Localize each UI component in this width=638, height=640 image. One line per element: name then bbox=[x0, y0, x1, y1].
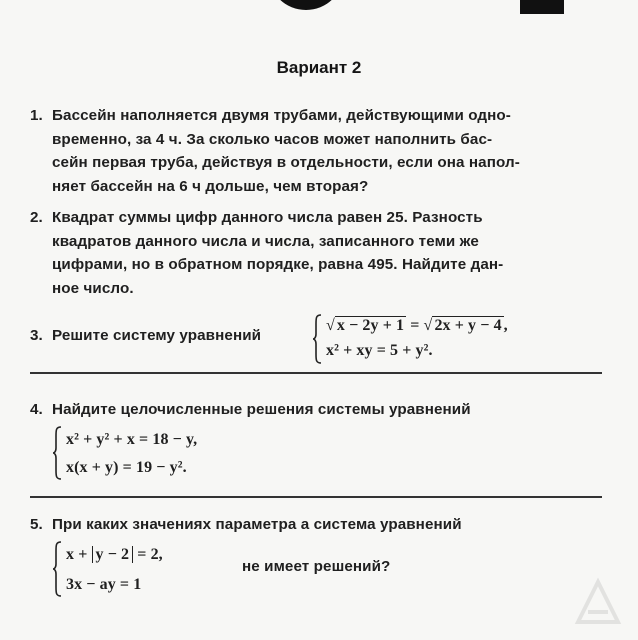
problem-tail-text: не имеет решений? bbox=[242, 558, 391, 575]
equation-2: 3x − ay = 1 bbox=[66, 576, 142, 593]
problem-3 bbox=[30, 314, 610, 364]
equation-part: x + bbox=[66, 546, 92, 563]
equation-1 bbox=[326, 314, 508, 338]
problem-text: Найдите целочисленные решения системы уравнений bbox=[52, 401, 471, 418]
sqrt-symbol: √ bbox=[326, 317, 335, 334]
sqrt-radicand: 2x + y − 4 bbox=[434, 317, 502, 334]
sqrt-symbol: √ bbox=[423, 317, 433, 334]
problem-number: 2. bbox=[30, 209, 43, 226]
equation-1: x² + y² + x = 18 − y, bbox=[66, 431, 198, 448]
problem-text-line: Бассейн наполняется двумя трубами, действующими одно- bbox=[52, 107, 511, 124]
equals-sign: = bbox=[406, 317, 424, 334]
equation-system bbox=[52, 426, 352, 480]
equation-2: x(x + y) = 19 − y². bbox=[66, 459, 187, 476]
problem-2 bbox=[30, 206, 610, 300]
problem-text: Решите систему уравнений bbox=[52, 327, 262, 344]
problem-text-line: квадратов данного числа и числа, записанного теми же bbox=[52, 232, 479, 250]
problem-text-line: временно, за 4 ч. За сколько часов может наполнить бас- bbox=[52, 130, 493, 148]
problem-number: 1. bbox=[30, 107, 43, 124]
equation-punct: , bbox=[503, 317, 508, 334]
problem-4 bbox=[30, 398, 610, 488]
left-brace-icon bbox=[52, 426, 62, 480]
left-brace-icon bbox=[312, 314, 322, 364]
equation-system bbox=[312, 314, 612, 364]
left-brace-icon bbox=[52, 541, 62, 597]
equation-2: x² + xy = 5 + y². bbox=[326, 342, 433, 359]
equation-1 bbox=[66, 543, 163, 567]
sqrt-radicand: x − 2y + 1 bbox=[336, 317, 405, 334]
problem-text-line: няет бассейн на 6 ч дольше, чем вторая? bbox=[52, 177, 369, 195]
problem-1 bbox=[30, 104, 610, 198]
page-title: Вариант 2 bbox=[276, 58, 362, 77]
problem-number: 3. bbox=[30, 327, 43, 344]
top-decorative-bar bbox=[520, 0, 564, 14]
divider-line bbox=[30, 496, 602, 498]
equation-system bbox=[52, 541, 232, 597]
problem-text-line: ное число. bbox=[52, 279, 134, 297]
problem-number: 4. bbox=[30, 401, 43, 418]
absolute-value: y − 2 bbox=[92, 546, 134, 563]
equation-part: = 2, bbox=[133, 546, 163, 563]
divider-line bbox=[30, 372, 602, 374]
corner-watermark-icon bbox=[568, 572, 628, 632]
problem-number: 5. bbox=[30, 516, 43, 533]
problem-text-line: сейн первая труба, действуя в отдельности, если она напол- bbox=[52, 154, 520, 171]
problem-text-line: цифрами, но в обратном порядке, равна 495. Найдите дан- bbox=[52, 256, 504, 273]
top-decorative-shape bbox=[268, 0, 344, 10]
problem-text: При каких значениях параметра a система уравнений bbox=[52, 516, 462, 533]
problem-text-line: Квадрат суммы цифр данного числа равен 25. Разность bbox=[52, 209, 483, 226]
problem-5 bbox=[30, 513, 610, 603]
